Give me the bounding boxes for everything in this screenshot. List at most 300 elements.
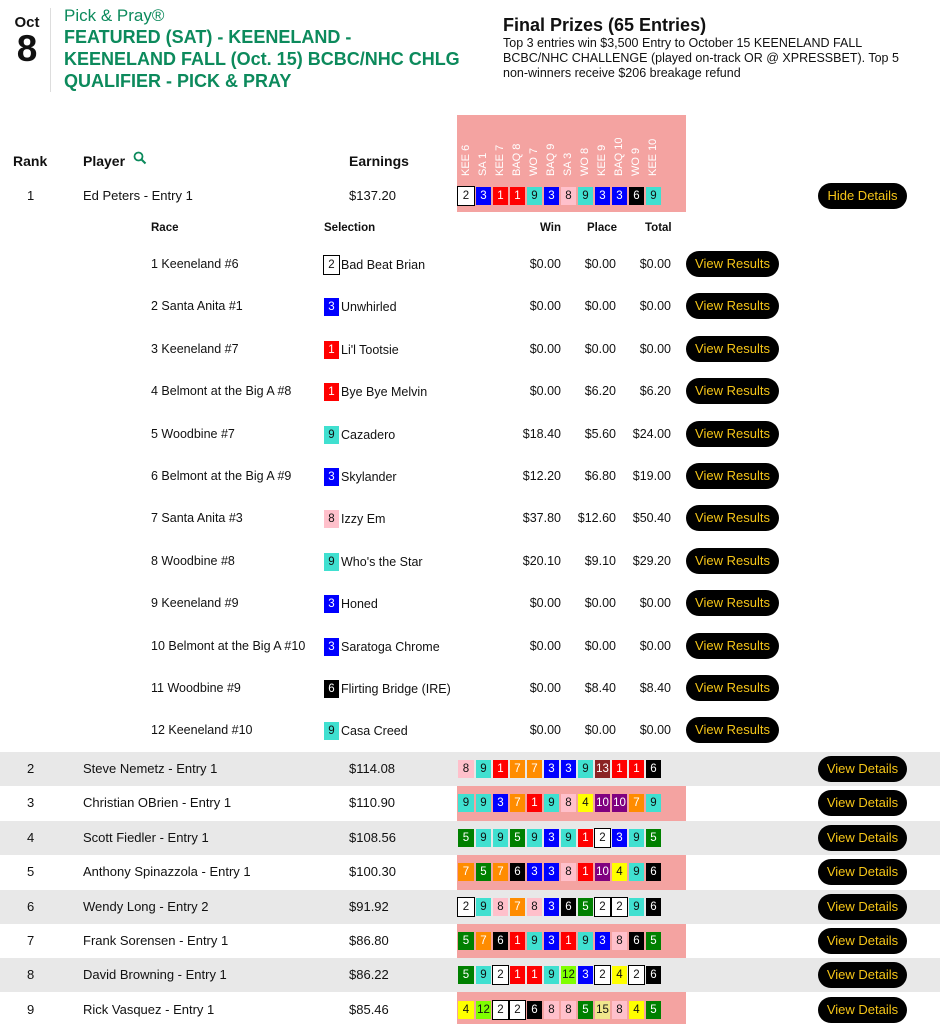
race-column-header (595, 120, 609, 176)
saddle-cloth-4: 4 (578, 794, 593, 812)
saddle-cloth-9: 9 (578, 187, 593, 205)
saddle-cloth-8: 8 (561, 794, 576, 812)
picks-strip (458, 932, 661, 950)
earnings-cell: $114.08 (349, 761, 396, 776)
saddle-cloth-12: 12 (561, 966, 576, 984)
selection-cell (324, 426, 395, 444)
saddle-cloth-3: 3 (544, 863, 559, 881)
detail-row (0, 285, 940, 327)
saddle-cloth-3: 3 (544, 760, 559, 778)
player-name: Rick Vasquez - Entry 1 (83, 1002, 215, 1017)
rank-cell: 6 (27, 899, 35, 914)
saddle-cloth-3: 3 (527, 863, 542, 881)
horse-name: Izzy Em (341, 512, 386, 527)
place-amount: $8.40 (584, 681, 616, 695)
place-header: Place (587, 222, 618, 234)
saddle-cloth-3: 3 (544, 898, 559, 916)
race-column-header (561, 120, 575, 176)
saddle-cloth-3: 3 (544, 187, 559, 205)
race-name: 1 Keeneland #6 (151, 257, 239, 271)
saddle-cloth-15: 15 (595, 1001, 610, 1019)
race-column-label: KEE 10 (647, 138, 659, 176)
horse-name: Bad Beat Brian (341, 258, 426, 272)
table-row[interactable] (0, 855, 940, 889)
horse-name: Bye Bye Melvin (341, 385, 428, 400)
saddle-cloth-6: 6 (527, 1001, 542, 1019)
saddle-cloth-1: 1 (510, 932, 525, 950)
saddle-cloth-6: 6 (646, 898, 661, 916)
rank-cell: 3 (27, 795, 35, 810)
saddle-cloth-1: 1 (324, 383, 339, 401)
rank-cell: 5 (27, 864, 35, 879)
view-details-button[interactable]: View Details (818, 756, 907, 782)
win-header: Win (540, 222, 561, 234)
win-amount: $0.00 (529, 596, 561, 611)
detail-row (0, 540, 940, 582)
saddle-cloth-5: 5 (646, 932, 661, 950)
selection-cell (324, 595, 378, 613)
horse-name: Cazadero (341, 427, 396, 442)
view-results-button[interactable]: View Results (686, 675, 779, 701)
saddle-cloth-1: 1 (510, 966, 525, 984)
win-amount: $0.00 (529, 638, 561, 653)
earnings-cell: $100.30 (349, 864, 396, 879)
saddle-cloth-9: 9 (476, 898, 491, 916)
player-name: Ed Peters - Entry 1 (83, 188, 193, 203)
saddle-cloth-1: 1 (578, 863, 593, 881)
rank-cell: 4 (27, 830, 35, 845)
table-row[interactable] (0, 786, 940, 820)
search-icon[interactable] (133, 151, 147, 170)
view-details-button[interactable]: View Details (818, 928, 907, 954)
horse-name: Casa Creed (341, 724, 408, 739)
saddle-cloth-9: 9 (493, 829, 508, 847)
picks-strip (458, 898, 661, 916)
table-row[interactable] (0, 890, 940, 924)
race-header: Race (151, 222, 179, 234)
saddle-cloth-7: 7 (510, 898, 525, 916)
header-divider (50, 8, 51, 92)
view-results-button[interactable]: View Results (686, 251, 779, 277)
earnings-cell: $86.80 (349, 933, 389, 948)
race-column-label: WO 9 (630, 147, 642, 176)
race-column-header (510, 120, 524, 176)
view-details-button[interactable]: View Details (818, 962, 907, 988)
selection-cell (324, 638, 440, 656)
saddle-cloth-1: 1 (527, 966, 542, 984)
picks-strip (458, 829, 661, 847)
prize-title: Final Prizes (65 Entries) (503, 15, 707, 35)
view-results-button[interactable]: View Results (686, 505, 779, 531)
contest-subtitle: Pick & Pray® (64, 6, 165, 25)
detail-row (0, 625, 940, 667)
total-header: Total (645, 222, 672, 234)
place-amount: $0.00 (584, 723, 616, 738)
place-amount: $6.80 (584, 469, 616, 483)
saddle-cloth-9: 9 (527, 187, 542, 205)
saddle-cloth-1: 1 (510, 187, 525, 205)
saddle-cloth-2: 2 (510, 1001, 525, 1019)
saddle-cloth-8: 8 (493, 898, 508, 916)
race-column-label: BAQ 10 (613, 137, 625, 176)
place-amount: $5.60 (584, 426, 616, 441)
race-name: 5 Woodbine #7 (151, 426, 235, 441)
player-name: Christian OBrien - Entry 1 (83, 795, 232, 810)
win-amount: $0.00 (529, 384, 561, 399)
earnings-cell: $110.90 (349, 795, 396, 810)
view-results-button[interactable]: View Results (686, 421, 779, 447)
picks-strip (458, 794, 661, 812)
saddle-cloth-7: 7 (458, 863, 474, 881)
total-amount: $24.00 (632, 426, 671, 441)
race-name: 10 Belmont at the Big A #10 (151, 638, 306, 653)
saddle-cloth-8: 8 (612, 932, 627, 950)
saddle-cloth-8: 8 (458, 760, 474, 778)
selection-header: Selection (324, 222, 376, 234)
saddle-cloth-9: 9 (646, 187, 661, 205)
detail-row (0, 328, 940, 370)
place-amount: $0.00 (584, 257, 616, 271)
saddle-cloth-4: 4 (612, 966, 627, 984)
place-amount: $0.00 (584, 341, 616, 356)
saddle-cloth-5: 5 (646, 829, 661, 847)
detail-row (0, 413, 940, 455)
detail-row (0, 243, 940, 285)
detail-row (0, 370, 940, 412)
saddle-cloth-10: 10 (595, 863, 610, 881)
saddle-cloth-7: 7 (510, 760, 525, 778)
race-column-header (476, 120, 490, 176)
race-column-label: KEE 9 (596, 144, 608, 176)
saddle-cloth-2: 2 (595, 966, 610, 984)
saddle-cloth-7: 7 (527, 760, 542, 778)
win-amount: $37.80 (522, 511, 561, 526)
place-amount: $6.20 (584, 384, 616, 399)
event-date (12, 14, 42, 67)
earnings-cell: $91.92 (349, 899, 389, 914)
saddle-cloth-5: 5 (458, 829, 474, 847)
race-column-header (527, 120, 541, 176)
view-results-button[interactable]: View Results (686, 336, 779, 362)
selection-cell (324, 468, 397, 486)
total-amount: $19.00 (632, 469, 671, 483)
contest-title-block (64, 6, 464, 92)
saddle-cloth-2: 2 (595, 898, 610, 916)
player-header[interactable]: Player (83, 153, 126, 169)
saddle-cloth-9: 9 (324, 722, 339, 740)
selection-cell (324, 680, 451, 698)
horse-name: Unwhirled (341, 300, 397, 315)
picks-strip (458, 863, 661, 881)
saddle-cloth-9: 9 (476, 966, 491, 984)
picks-strip (458, 760, 661, 778)
saddle-cloth-2: 2 (458, 898, 474, 916)
horse-name: Who's the Star (341, 554, 423, 569)
race-name: 2 Santa Anita #1 (151, 299, 243, 314)
race-column-header (578, 120, 592, 176)
contest-title: FEATURED (SAT) - KEENELAND - KEENELAND FALL (Oct. 15) BCBC/NHC CHLG QUALIFIER - PICK & PRAY (64, 27, 460, 91)
saddle-cloth-3: 3 (493, 794, 508, 812)
rank-cell: 8 (27, 967, 35, 982)
view-results-button[interactable]: View Results (686, 463, 779, 489)
saddle-cloth-1: 1 (629, 760, 644, 778)
saddle-cloth-1: 1 (561, 932, 576, 950)
view-details-button[interactable]: View Details (818, 825, 907, 851)
race-name: 12 Keeneland #10 (151, 723, 253, 738)
prize-description: Top 3 entries win $3,500 Entry to October 15 KEENELAND FALL BCBC/NHC CHALLENGE (played on-track OR @ XPRESSBET). Top 5 non-winners receive $206 breakage refund (503, 36, 899, 80)
saddle-cloth-6: 6 (510, 863, 525, 881)
saddle-cloth-9: 9 (578, 932, 593, 950)
rank-cell: 2 (27, 761, 35, 776)
table-row[interactable] (0, 752, 940, 786)
saddle-cloth-8: 8 (561, 1001, 576, 1019)
rank-cell: 1 (27, 188, 35, 203)
race-column-label: BAQ 9 (545, 143, 557, 176)
race-name: 11 Woodbine #9 (151, 681, 241, 695)
saddle-cloth-9: 9 (629, 829, 644, 847)
player-name: Wendy Long - Entry 2 (83, 899, 209, 914)
saddle-cloth-9: 9 (544, 966, 559, 984)
saddle-cloth-3: 3 (578, 966, 593, 984)
saddle-cloth-1: 1 (578, 829, 593, 847)
picks-strip (458, 966, 661, 984)
view-results-button[interactable]: View Results (686, 293, 779, 319)
saddle-cloth-12: 12 (476, 1001, 491, 1019)
saddle-cloth-8: 8 (324, 510, 339, 528)
place-amount: $9.10 (584, 553, 616, 568)
saddle-cloth-3: 3 (324, 468, 339, 486)
rank-header[interactable]: Rank (13, 153, 48, 169)
table-row[interactable] (0, 993, 940, 1024)
saddle-cloth-9: 9 (561, 829, 576, 847)
saddle-cloth-7: 7 (476, 932, 491, 950)
saddle-cloth-3: 3 (595, 187, 610, 205)
hide-details-button[interactable]: Hide Details (818, 183, 907, 209)
saddle-cloth-8: 8 (527, 898, 542, 916)
view-details-button[interactable]: View Details (818, 997, 907, 1023)
saddle-cloth-2: 2 (629, 966, 644, 984)
total-amount: $0.00 (639, 299, 671, 314)
selection-cell (324, 510, 385, 528)
race-column-label: BAQ 8 (511, 143, 523, 176)
saddle-cloth-1: 1 (324, 341, 339, 359)
win-amount: $0.00 (529, 257, 561, 271)
saddle-cloth-3: 3 (324, 298, 339, 316)
total-amount: $0.00 (639, 638, 671, 653)
saddle-cloth-3: 3 (544, 932, 559, 950)
race-column-header (646, 120, 660, 176)
earnings-header[interactable]: Earnings (349, 153, 409, 169)
saddle-cloth-5: 5 (458, 932, 474, 950)
saddle-cloth-3: 3 (324, 638, 339, 656)
detail-row (0, 497, 940, 539)
race-column-label: SA 1 (477, 152, 489, 176)
detail-row (0, 709, 940, 751)
place-amount: $12.60 (577, 511, 616, 526)
saddle-cloth-7: 7 (493, 863, 508, 881)
saddle-cloth-6: 6 (561, 898, 576, 916)
saddle-cloth-1: 1 (612, 760, 627, 778)
table-row[interactable] (0, 179, 940, 213)
saddle-cloth-13: 13 (595, 760, 610, 778)
view-results-button[interactable]: View Results (686, 548, 779, 574)
race-column-label: SA 3 (562, 152, 574, 176)
detail-row (0, 582, 940, 624)
saddle-cloth-5: 5 (578, 898, 593, 916)
saddle-cloth-9: 9 (324, 426, 339, 444)
saddle-cloth-1: 1 (493, 760, 508, 778)
view-results-button[interactable]: View Results (686, 378, 779, 404)
saddle-cloth-7: 7 (510, 794, 525, 812)
total-amount: $6.20 (639, 384, 671, 399)
view-results-button[interactable]: View Results (686, 717, 779, 743)
selection-cell (324, 383, 427, 401)
horse-name: Skylander (341, 470, 397, 484)
event-month: Oct (14, 14, 40, 31)
view-details-button[interactable]: View Details (818, 894, 907, 920)
saddle-cloth-4: 4 (612, 863, 627, 881)
horse-name: Honed (341, 597, 378, 612)
saddle-cloth-1: 1 (493, 187, 508, 205)
win-amount: $0.00 (529, 681, 561, 695)
saddle-cloth-3: 3 (324, 595, 339, 613)
horse-name: Flirting Bridge (IRE) (341, 682, 451, 696)
win-amount: $0.00 (529, 341, 561, 356)
detail-row (0, 667, 940, 709)
saddle-cloth-5: 5 (510, 829, 525, 847)
race-column-header (612, 120, 626, 176)
selection-cell (324, 722, 408, 740)
win-amount: $0.00 (529, 299, 561, 314)
saddle-cloth-5: 5 (458, 966, 474, 984)
saddle-cloth-3: 3 (612, 187, 627, 205)
saddle-cloth-6: 6 (646, 760, 661, 778)
race-name: 8 Woodbine #8 (151, 553, 235, 568)
player-name: Scott Fiedler - Entry 1 (83, 830, 209, 845)
saddle-cloth-3: 3 (561, 760, 576, 778)
saddle-cloth-8: 8 (612, 1001, 627, 1019)
race-column-header (459, 120, 473, 176)
race-column-label: KEE 6 (460, 144, 472, 176)
player-name: Anthony Spinazzola - Entry 1 (83, 864, 251, 879)
saddle-cloth-4: 4 (458, 1001, 474, 1019)
win-amount: $18.40 (522, 426, 561, 441)
table-row[interactable] (0, 958, 940, 992)
saddle-cloth-9: 9 (527, 829, 542, 847)
total-amount: $0.00 (639, 341, 671, 356)
race-column-header (544, 120, 558, 176)
table-row[interactable] (0, 924, 940, 958)
saddle-cloth-9: 9 (646, 794, 661, 812)
total-amount: $0.00 (639, 596, 671, 611)
saddle-cloth-10: 10 (612, 794, 627, 812)
win-amount: $20.10 (522, 553, 561, 568)
selection-cell (324, 256, 425, 274)
player-name: Steve Nemetz - Entry 1 (83, 761, 218, 776)
view-results-button[interactable]: View Results (686, 590, 779, 616)
saddle-cloth-7: 7 (629, 794, 644, 812)
saddle-cloth-6: 6 (646, 863, 661, 881)
race-name: 7 Santa Anita #3 (151, 511, 243, 526)
race-name: 4 Belmont at the Big A #8 (151, 384, 292, 399)
saddle-cloth-8: 8 (544, 1001, 559, 1019)
total-amount: $50.40 (632, 511, 671, 526)
event-day: 8 (16, 28, 38, 69)
saddle-cloth-3: 3 (595, 932, 610, 950)
place-amount: $0.00 (584, 638, 616, 653)
total-amount: $8.40 (639, 681, 671, 695)
saddle-cloth-5: 5 (476, 863, 491, 881)
win-amount: $12.20 (522, 469, 561, 483)
saddle-cloth-9: 9 (629, 898, 644, 916)
selection-cell (324, 341, 399, 359)
picks-strip (458, 1001, 661, 1019)
race-name: 3 Keeneland #7 (151, 341, 239, 356)
saddle-cloth-9: 9 (544, 794, 559, 812)
view-results-button[interactable]: View Results (686, 633, 779, 659)
saddle-cloth-3: 3 (544, 829, 559, 847)
picks-strip (458, 187, 661, 205)
saddle-cloth-9: 9 (527, 932, 542, 950)
saddle-cloth-8: 8 (561, 863, 576, 881)
saddle-cloth-9: 9 (458, 794, 474, 812)
total-amount: $29.20 (632, 553, 671, 568)
saddle-cloth-4: 4 (629, 1001, 644, 1019)
selection-cell (324, 553, 423, 571)
race-column-header (629, 120, 643, 176)
earnings-cell: $137.20 (349, 188, 396, 203)
earnings-cell: $85.46 (349, 1002, 389, 1017)
win-amount: $0.00 (529, 723, 561, 738)
table-row[interactable] (0, 821, 940, 855)
saddle-cloth-9: 9 (476, 829, 491, 847)
saddle-cloth-5: 5 (578, 1001, 593, 1019)
saddle-cloth-6: 6 (493, 932, 508, 950)
race-name: 9 Keeneland #9 (151, 596, 239, 611)
place-amount: $0.00 (584, 299, 616, 314)
saddle-cloth-8: 8 (561, 187, 576, 205)
player-name: David Browning - Entry 1 (83, 967, 227, 982)
saddle-cloth-6: 6 (646, 966, 661, 984)
view-details-button[interactable]: View Details (818, 790, 907, 816)
saddle-cloth-5: 5 (646, 1001, 661, 1019)
prize-info (503, 14, 913, 81)
view-details-button[interactable]: View Details (818, 859, 907, 885)
saddle-cloth-2: 2 (458, 187, 474, 205)
player-name: Frank Sorensen - Entry 1 (83, 933, 229, 948)
saddle-cloth-2: 2 (493, 966, 508, 984)
place-amount: $0.00 (584, 596, 616, 611)
saddle-cloth-3: 3 (612, 829, 627, 847)
saddle-cloth-6: 6 (629, 187, 644, 205)
saddle-cloth-2: 2 (612, 898, 627, 916)
total-amount: $0.00 (639, 257, 671, 271)
saddle-cloth-9: 9 (324, 553, 339, 571)
rank-cell: 9 (27, 1002, 35, 1017)
saddle-cloth-9: 9 (476, 794, 491, 812)
race-column-label: KEE 7 (494, 144, 506, 176)
race-name: 6 Belmont at the Big A #9 (151, 469, 292, 483)
detail-row (0, 455, 940, 497)
race-column-header (493, 120, 507, 176)
saddle-cloth-2: 2 (595, 829, 610, 847)
saddle-cloth-2: 2 (493, 1001, 508, 1019)
horse-name: Li'l Tootsie (341, 342, 399, 357)
saddle-cloth-1: 1 (527, 794, 542, 812)
saddle-cloth-6: 6 (629, 932, 644, 950)
saddle-cloth-3: 3 (476, 187, 491, 205)
earnings-cell: $108.56 (349, 830, 396, 845)
